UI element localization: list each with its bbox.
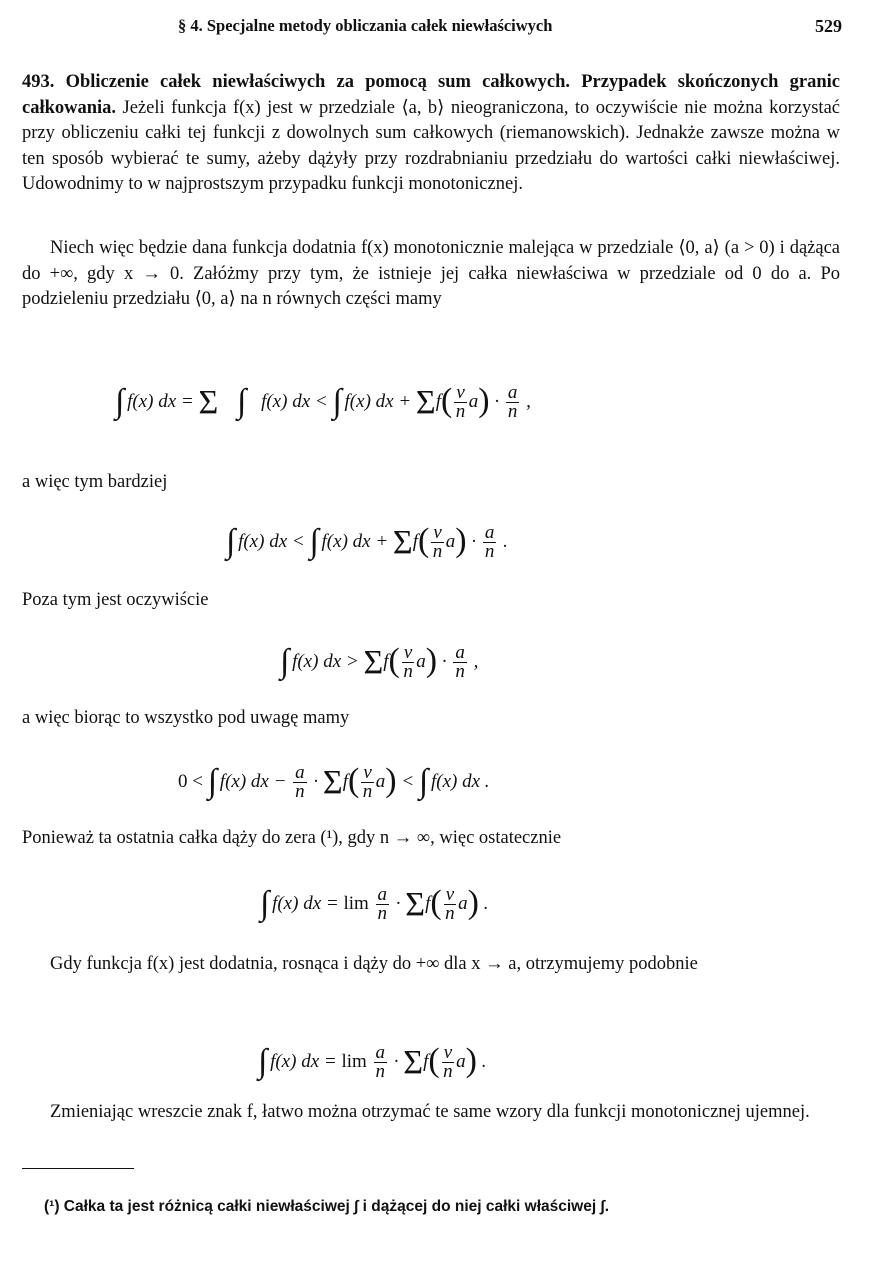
page-header [0,16,893,42]
paragraph-493 [22,70,840,198]
text-a-wiec-tym-bardziej: a więc tym bardziej [22,472,168,492]
paragraph-493-text: Jeżeli funkcja f(x) jest w przedziale ⟨a, b⟩ nieograniczona, to oczywiście nie można korzystać przy obliczeniu całki tej funkcji z dowolnych sum całkowych (riemanowskich). Jednakże zawsze można w ten sposób wybierać te sumy, ażeby dążyły przy rozdrabnianiu przedziału do wartości całki niewłaściwej. Udowodnimy to w najprostszym przypadku funkcji monotonicznej. [22,97,840,194]
equation-4: 0 < ∫ f(x) dx − $\frac{a}{n}$ · Σf( $\frac{\nu}{n}$ a) < ∫ f(x) dx . [178,762,490,803]
text-poniewaz: Ponieważ ta ostatnia całka dąży do zera (¹), gdy n → ∞, więc ostatecznie [22,828,562,848]
text-biorac-pod-uwage: a więc biorąc to wszystko pod uwagę mamy [22,708,350,728]
footnote-rule [22,1168,134,1169]
equation-2: ∫ f(x) dx < ∫ f(x) dx + Σf( $\frac{\nu}{n}$ a) · $\frac{a}{n}$ . [226,522,508,563]
paragraph-negative: Zmieniając wreszcie znak f, łatwo można otrzymać te same wzory dla funkcji monotonicznej ujemnej. [50,1102,810,1122]
equation-3: ∫ f(x) dx > Σf( $\frac{\nu}{n}$ a) · $\frac{a}{n}$ , [280,642,479,683]
equation-6: ∫ f(x) dx = lim $\frac{a}{n}$ · Σf( $\frac{\nu}{n}$ a) . [258,1042,487,1083]
footnote: (¹) Całka ta jest różnicą całki niewłaściwej ∫ i dążącej do niej całki właściwej ∫. [44,1198,610,1215]
running-head: § 4. Specjalne metody obliczania całek niewłaściwych [178,16,553,35]
text-poza-tym: Poza tym jest oczywiście [22,590,209,610]
page-number: 529 [815,16,842,36]
paragraph-increasing: Gdy funkcja f(x) jest dodatnia, rosnąca i dąży do +∞ dla x → a, otrzymujemy podobnie [50,954,698,974]
paragraph-setup: Niech więc będzie dana funkcja dodatnia f(x) monotonicznie malejąca w przedziale ⟨0, a⟩ (a > 0) i dążąca do +∞, gdy x → 0. Załóżmy przy tym, że istnieje jej całka niewłaściwa w przedziale od 0 do a. Po podzieleniu przedziału ⟨0, a⟩ na n równych części mamy [22,238,840,309]
equation-1: ∫ f(x) dx = Σ ∫ f(x) dx < ∫ f(x) dx + Σf( $\frac{\nu}{n}$ a) · $\frac{a}{n}$ , [115,382,531,423]
equation-5: ∫ f(x) dx = lim $\frac{a}{n}$ · Σf( $\frac{\nu}{n}$ a) . [260,884,489,925]
section-title: 493. Obliczenie całek niewłaściwych za pomocą sum całkowych. Przypadek skończonych granic całkowania. [22,72,840,118]
